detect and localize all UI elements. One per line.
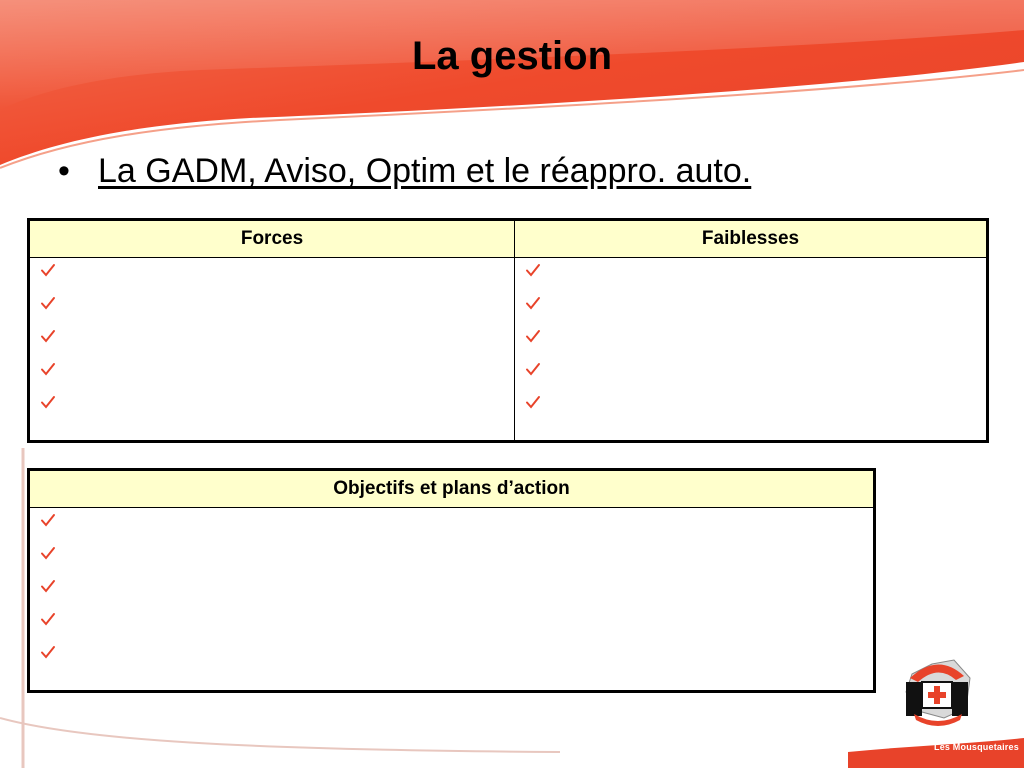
swot-header-row xyxy=(29,220,988,258)
swot-table xyxy=(27,218,989,443)
list-item xyxy=(525,361,986,394)
list-item xyxy=(40,328,514,361)
forces-header: Forces xyxy=(29,220,515,258)
checkmark-icon xyxy=(525,262,541,278)
faiblesses-cell[interactable] xyxy=(515,258,988,442)
forces-list xyxy=(40,262,514,427)
logo-text: Les Mousquetaires xyxy=(934,742,1019,752)
checkmark-icon xyxy=(525,295,541,311)
slide-title: La gestion xyxy=(411,34,613,78)
checkmark-icon xyxy=(525,328,541,344)
bullet-text: La GADM, Aviso, Optim et le réappro. auto. xyxy=(98,152,752,190)
list-item xyxy=(40,262,514,295)
checkmark-icon xyxy=(40,394,56,410)
list-item xyxy=(525,394,986,427)
bullet-dot-icon: • xyxy=(58,152,70,190)
faiblesses-header: Faiblesses xyxy=(515,220,988,258)
forces-cell[interactable] xyxy=(29,258,515,442)
bullet-item xyxy=(58,152,751,191)
checkmark-icon xyxy=(525,394,541,410)
checkmark-icon xyxy=(40,262,56,278)
checkmark-icon xyxy=(40,361,56,377)
list-item xyxy=(525,328,986,361)
header-band xyxy=(0,0,1024,170)
list-item xyxy=(40,295,514,328)
list-item xyxy=(525,262,986,295)
checkmark-icon xyxy=(40,295,56,311)
checkmark-icon xyxy=(525,361,541,377)
list-item xyxy=(525,295,986,328)
list-item xyxy=(40,361,514,394)
checkmark-icon xyxy=(40,328,56,344)
list-item xyxy=(40,394,514,427)
action-header: Objectifs et plans d’action xyxy=(29,470,875,508)
faiblesses-list xyxy=(525,262,986,427)
swot-body-row xyxy=(29,258,988,442)
decorative-rule xyxy=(0,440,560,768)
